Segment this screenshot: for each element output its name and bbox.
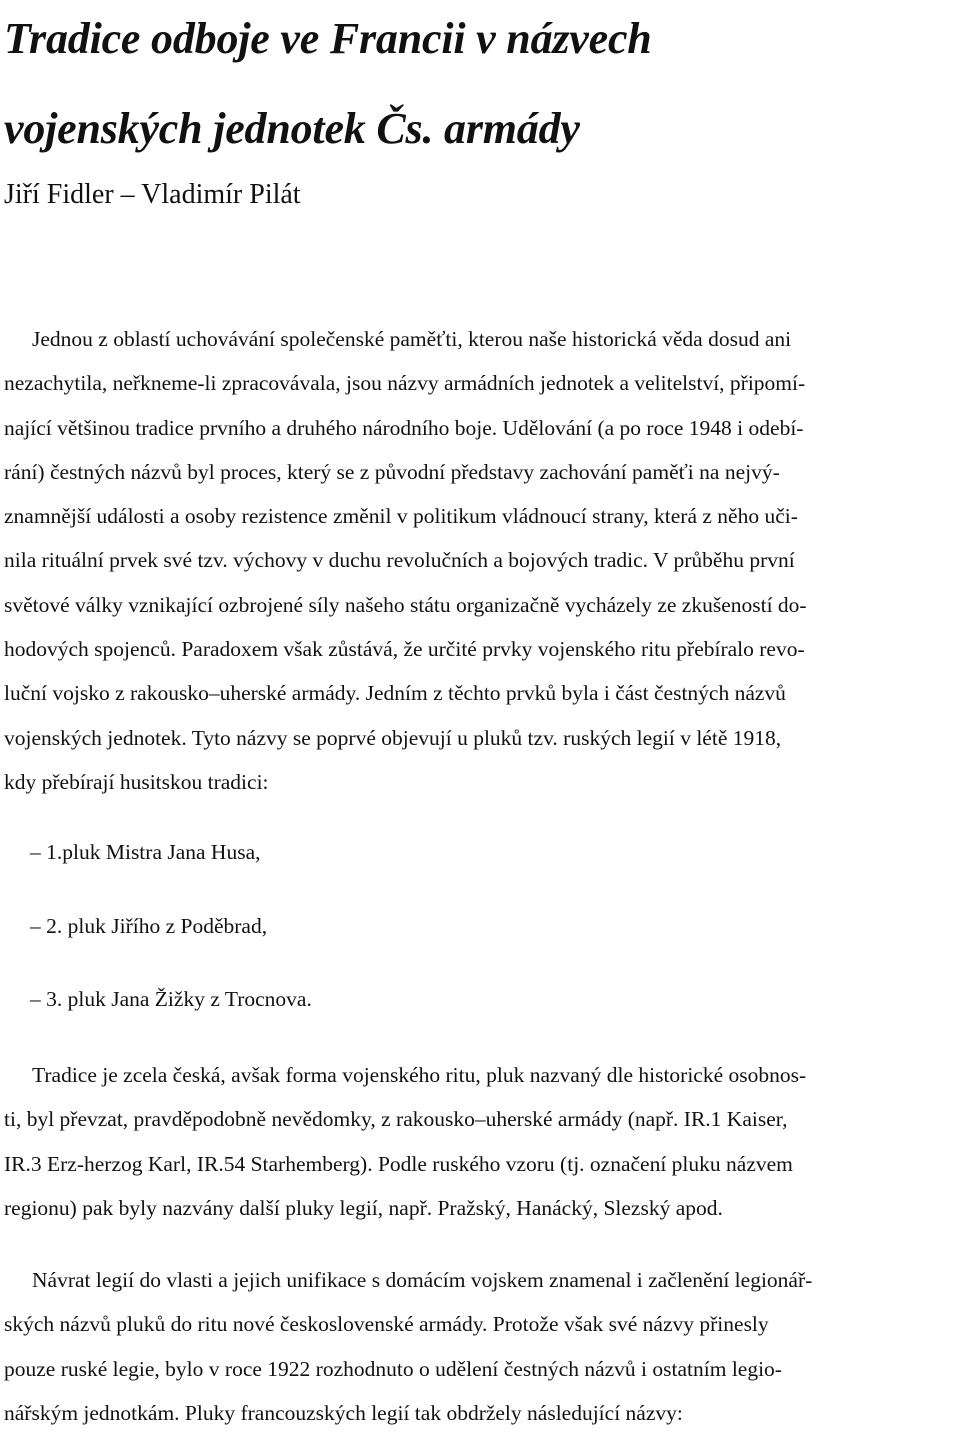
paragraph-1-line: luční vojsko z rakousko–uherské armády. Jedním z těchto prvků byla i část čestných názvů bbox=[4, 681, 786, 706]
paragraph-1-line: vojenských jednotek. Tyto názvy se poprvé objevují u pluků tzv. ruských legií v létě 1918, bbox=[4, 725, 782, 750]
paragraph-1-line: nezachytila, neřkneme-li zpracovávala, jsou názvy armádních jednotek a velitelství, připomí- bbox=[4, 371, 806, 396]
document-title bbox=[4, 0, 954, 174]
paragraph-1-line: světové války vznikající ozbrojené síly našeho státu organizačně vycházely ze zkušeností do- bbox=[4, 592, 807, 617]
paragraph-3-line: nářským jednotkám. Pluky francouzských legií tak obdržely následující názvy: bbox=[4, 1400, 683, 1425]
paragraph-2-line: Tradice je zcela česká, avšak forma vojenského ritu, pluk nazvaný dle historické osobnos- bbox=[32, 1063, 807, 1087]
paragraph-2-line: regionu) pak byly nazvány další pluky legií, např. Pražský, Hanácký, Slezský apod. bbox=[4, 1195, 723, 1220]
paragraph-1-line: Jednou z oblastí uchovávání společenské paměťti, kterou naše historická věda dosud ani bbox=[32, 327, 792, 351]
paragraph-3-line: ských názvů pluků do ritu nové československé armády. Protože však své názvy přinesly bbox=[4, 1312, 769, 1337]
list-item: – 2. pluk Jiřího z Poděbrad, bbox=[30, 913, 268, 938]
paragraph-2-line: IR.3 Erz-herzog Karl, IR.54 Starhemberg). Podle ruského vzoru (tj. označení pluku názvem bbox=[4, 1151, 793, 1176]
paragraph-1-line: znamnější události a osoby rezistence změnil v politikum vládnoucí strany, která z něho uči- bbox=[4, 504, 798, 529]
list-item: – 1.pluk Mistra Jana Husa, bbox=[30, 840, 261, 864]
paragraph-1-line: hodových spojenců. Paradoxem však zůstává, že určité prvky vojenského ritu přebíralo revo- bbox=[4, 637, 805, 662]
paragraph-3-line: pouze ruské legie, bylo v roce 1922 rozhodnuto o udělení čestných názvů i ostatním legio- bbox=[4, 1356, 782, 1381]
paragraph-1 bbox=[4, 317, 956, 804]
paragraph-2-line: ti, byl převzat, pravděpodobně nevědomky, z rakousko–uherské armády (např. IR.1 Kaiser, bbox=[4, 1107, 788, 1132]
authors: Jiří Fidler – Vladimír Pilát bbox=[4, 179, 301, 210]
regiment-list bbox=[0, 830, 312, 1051]
paragraph-1-line: rání) čestných názvů byl proces, který se z původní představy zachování paměťi na nejvý- bbox=[4, 459, 780, 484]
list-item: – 3. pluk Jana Žižky z Trocnova. bbox=[30, 987, 312, 1011]
paragraph-3 bbox=[4, 1258, 956, 1435]
paragraph-1-line: nající většinou tradice prvního a druhého národního boje. Udělování (a po roce 1948 i odebí- bbox=[4, 415, 804, 440]
paragraph-1-line: kdy přebírají husitskou tradici: bbox=[4, 769, 269, 794]
paragraph-2 bbox=[4, 1053, 956, 1230]
paragraph-3-line: Návrat legií do vlasti a jejich unifikace s domácím vojskem znamenal i začlenění legionář- bbox=[32, 1268, 813, 1292]
paragraph-1-line: nila rituální prvek své tzv. výchovy v duchu revolučních a bojových tradic. V průběhu první bbox=[4, 548, 795, 573]
title-line-1: Tradice odboje ve Francii v názvech bbox=[4, 14, 652, 63]
title-line-2: vojenských jednotek Čs. armády bbox=[4, 104, 580, 153]
